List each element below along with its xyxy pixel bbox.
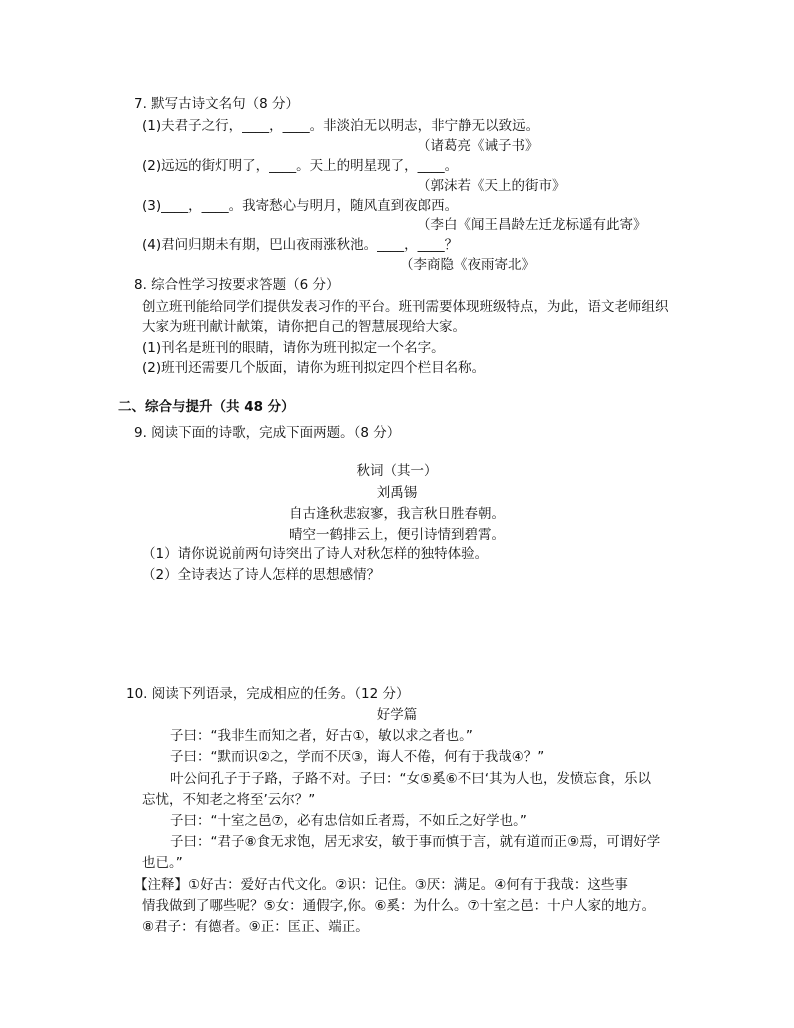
q7-line2: (2)远远的街灯明了，____。天上的明星现了，____。: [142, 158, 459, 174]
q8-paragraph-line1: 创立班刊能给同学们提供发表习作的平台。班刊需要体现班级特点，为此，语文老师组织: [142, 299, 669, 315]
q7-line1: (1)夫君子之行，____，____。非淡泊无以明志，非宁静无以致远。: [142, 118, 540, 134]
poem-author: 刘禹锡: [376, 485, 418, 501]
notes-line3: ⑧君子：有德者。⑨正：匡正、端正。: [142, 919, 369, 935]
quote-3-line1: 叶公问孔子于子路，子路不对。子曰：“女⑤奚⑥不曰‘其为人也，发愤忘食，乐以: [170, 771, 651, 787]
q8-title: 8. 综合性学习按要求答题（6 分）: [134, 277, 340, 293]
q9-sub2: （2）全诗表达了诗人怎样的思想感情？: [142, 567, 381, 583]
q8-paragraph-line2: 大家为班刊献计献策，请你把自己的智慧展现给大家。: [142, 319, 466, 335]
text-title: 好学篇: [376, 707, 418, 723]
q8-sub2: (2)班刊还需要几个版面，请你为班刊拟定四个栏目名称。: [142, 360, 486, 376]
q10-title: 10. 阅读下列语录，完成相应的任务。（12 分）: [126, 686, 410, 702]
section-heading: 二、综合与提升（共 48 分）: [118, 399, 295, 415]
q7-line3: (3)____，____。我寄愁心与明月，随风直到夜郎西。: [142, 198, 459, 214]
poem-line1: 自古逢秋悲寂寥，我言秋日胜春朝。: [289, 506, 505, 522]
q7-source4: （李商隐《夜雨寄北》: [400, 257, 535, 273]
poem-title: 秋词（其一）: [356, 463, 438, 479]
quote-5-line2: 也已。”: [142, 855, 183, 871]
q7-source2: （郭沫若《天上的街市》: [417, 178, 566, 194]
poem-line2: 晴空一鹤排云上，便引诗情到碧霄。: [289, 527, 505, 543]
notes-line1: 【注释】①好古：爱好古代文化。②识：记住。③厌：满足。④何有于我哉：这些事: [134, 877, 628, 893]
quote-3-line2: 忘忧，不知老之将至’云尔？”: [142, 792, 316, 808]
quote-5-line1: 子曰：“君子⑧食无求饱，居无求安，敏于事而慎于言，就有道而正⑨焉，可谓好学: [170, 834, 661, 850]
q9-title: 9. 阅读下面的诗歌，完成下面两题。（8 分）: [134, 425, 401, 441]
notes-line2: 情我做到了哪些呢？⑤女：通假字,你。⑥奚：为什么。⑦十室之邑：十户人家的地方。: [142, 898, 656, 914]
quote-2: 子曰：“默而识②之，学而不厌③，诲人不倦，何有于我哉④？”: [170, 749, 545, 765]
quote-1: 子曰：“我非生而知之者，好古①，敏以求之者也。”: [170, 728, 473, 744]
q7-title: 7. 默写古诗文名句（8 分）: [134, 96, 300, 112]
quote-4: 子曰：“十室之邑⑦，必有忠信如丘者焉，不如丘之好学也。”: [170, 813, 527, 829]
q8-sub1: (1)刊名是班刊的眼睛，请你为班刊拟定一个名字。: [142, 340, 445, 356]
q9-sub1: （1）请你说说前两句诗突出了诗人对秋怎样的独特体验。: [142, 546, 489, 562]
q7-line4: (4)君问归期未有期，巴山夜雨涨秋池。____，____？: [142, 237, 459, 253]
q7-source1: （诸葛亮《诫子书》: [417, 138, 539, 154]
q7-source3: （李白《闻王昌龄左迁龙标遥有此寄》: [417, 217, 647, 233]
